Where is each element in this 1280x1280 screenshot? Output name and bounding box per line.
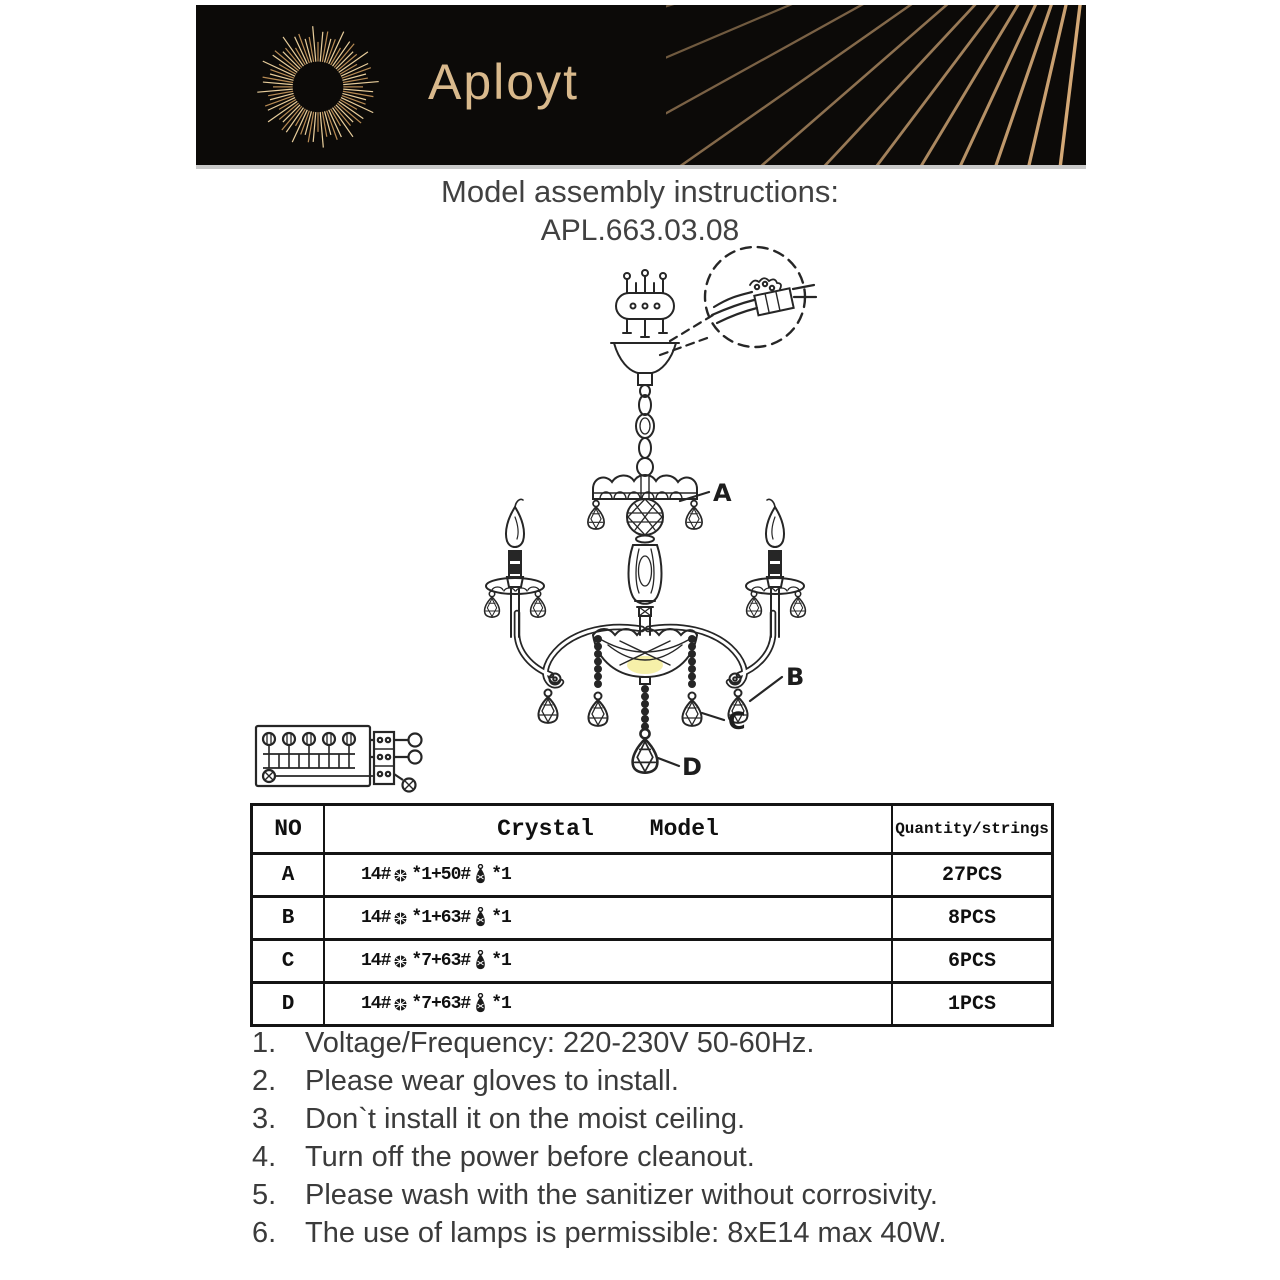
center-strand-drop-d xyxy=(633,729,658,772)
bead-icon xyxy=(393,911,408,926)
drop-icon xyxy=(473,864,488,886)
col-header-no: NO xyxy=(253,806,325,852)
list-item: 2. Please wear gloves to install. xyxy=(252,1065,679,1097)
starburst-logo-icon xyxy=(243,10,393,160)
center-column xyxy=(627,499,663,616)
table-row: D 14# *7+63# *1 1PCS xyxy=(253,981,1051,1024)
drop-icon xyxy=(473,993,488,1015)
decorative-rays-icon xyxy=(666,5,1086,165)
list-item: 4. Turn off the power before cleanout. xyxy=(252,1141,755,1173)
crown-part-a xyxy=(588,475,702,529)
wiring-diagram xyxy=(248,710,433,798)
list-item: 5. Please wash with the sanitizer without corrosivity. xyxy=(252,1179,938,1211)
left-elbow-drop xyxy=(538,690,557,723)
instruction-list xyxy=(252,1027,1112,1255)
drop-icon xyxy=(473,950,488,972)
table-header-row xyxy=(253,806,1051,852)
table-row: B 14# *1+63# *1 8PCS xyxy=(253,895,1051,938)
list-item: 6. The use of lamps is permissible: 8xE14 max 40W. xyxy=(252,1217,947,1249)
label-d: D xyxy=(682,753,702,781)
table-row: C 14# *7+63# *1 6PCS xyxy=(253,938,1051,981)
table-row: A 14# *1+50# *1 27PCS xyxy=(253,852,1051,895)
parts-table xyxy=(250,803,1054,1027)
label-c: C xyxy=(728,707,746,735)
chandelier-diagram xyxy=(430,245,860,805)
title-block xyxy=(0,174,1280,248)
bead-icon xyxy=(393,954,408,969)
label-a: A xyxy=(713,479,732,507)
brand-name: Aployt xyxy=(428,54,579,110)
bead-icon xyxy=(393,868,408,883)
brand-banner xyxy=(196,5,1086,169)
model-number: APL.663.03.08 xyxy=(540,214,740,247)
col-header-model: Crystal Model xyxy=(325,806,893,852)
center-bowl xyxy=(593,629,697,684)
label-b: B xyxy=(786,663,805,691)
ceiling-bracket xyxy=(616,270,674,337)
page-title: Model assembly instructions: xyxy=(441,174,839,209)
chain xyxy=(636,395,654,476)
drop-icon xyxy=(473,907,488,929)
col-header-quantity: Quantity/strings xyxy=(895,820,1049,838)
bead-icon xyxy=(393,997,408,1012)
wire-connection-inset xyxy=(660,247,816,355)
list-item: 1. Voltage/Frequency: 220-230V 50-60Hz. xyxy=(252,1027,815,1059)
bead-strands xyxy=(595,636,695,730)
right-strand-drop-c xyxy=(682,693,701,726)
canopy xyxy=(611,343,679,397)
list-item: 3. Don`t install it on the moist ceiling. xyxy=(252,1103,746,1135)
left-strand-drop xyxy=(588,693,607,726)
